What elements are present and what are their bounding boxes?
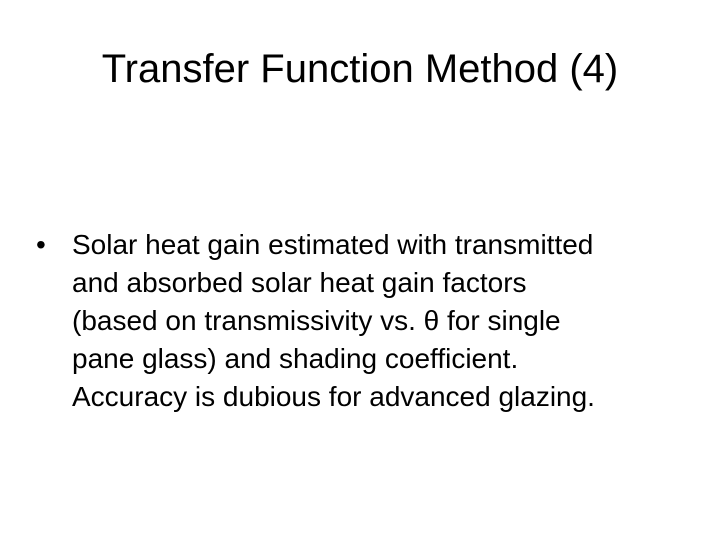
bullet-item bbox=[36, 226, 684, 416]
bullet-text: Solar heat gain estimated with transmitted and absorbed solar heat gain factors (based on transmissivity vs. θ for single pane glass) and shading coefficient. Accuracy is dubious for advanced glazing. bbox=[72, 229, 595, 412]
slide-title: Transfer Function Method (4) bbox=[101, 47, 619, 91]
bullet-icon: • bbox=[36, 229, 46, 260]
bullet-list bbox=[36, 226, 684, 416]
